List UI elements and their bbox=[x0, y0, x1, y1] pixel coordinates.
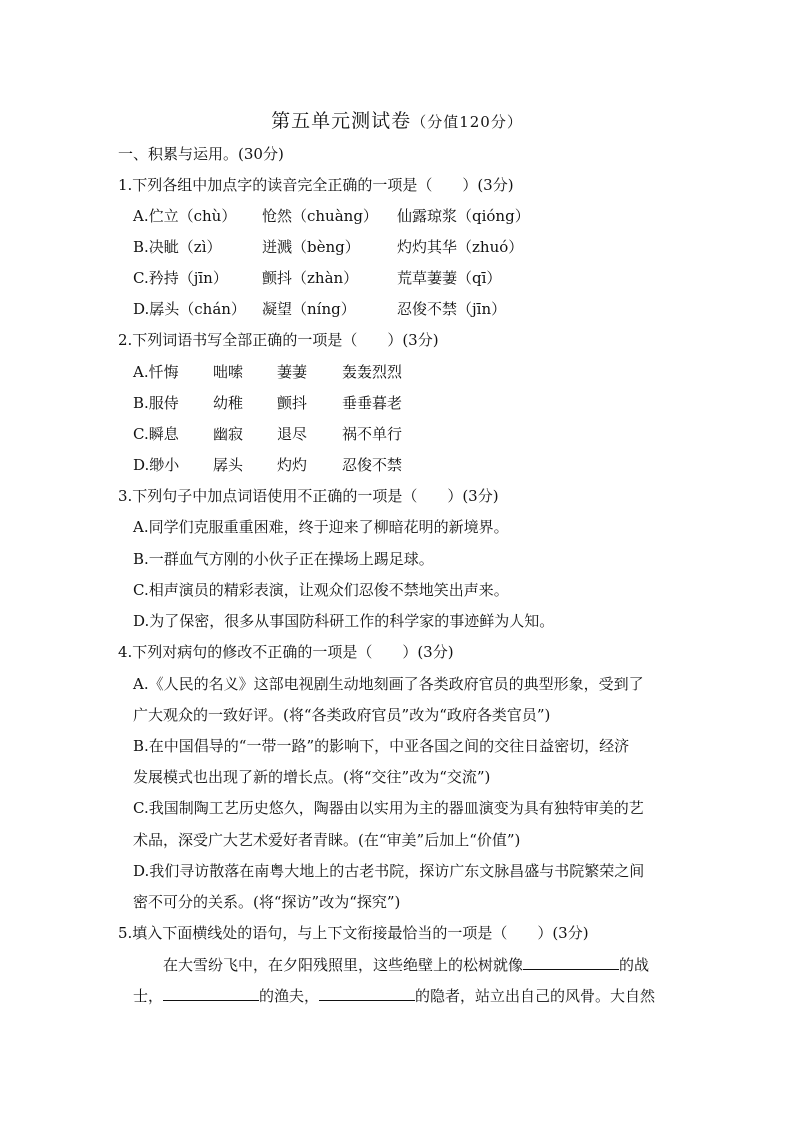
q2-option-b-4: 垂垂暮老 bbox=[342, 394, 403, 412]
q2-option-d-2: 孱头 bbox=[213, 456, 244, 474]
q1-option-b-1: B.决眦（zì） bbox=[133, 238, 222, 256]
q2-option-d-3: 灼灼 bbox=[277, 456, 308, 474]
title-main: 第五单元测试卷 bbox=[271, 110, 412, 132]
q4-line-7: D.我们寻访散落在南粤大地上的古老书院，探访广东文脉昌盛与书院繁荣之间 bbox=[133, 862, 645, 880]
q1-option-c-1: C.矜持（jīn） bbox=[133, 269, 228, 287]
q5-text-2a: 士， bbox=[133, 987, 164, 1005]
q3-option-d: D.为了保密，很多从事国防科研工作的科学家的事迹鲜为人知。 bbox=[133, 612, 555, 630]
q2-option-a-2: 咄嗦 bbox=[213, 363, 244, 381]
q1-option-b-2: 迸溅（bèng） bbox=[262, 238, 360, 256]
q1-option-d-2: 凝望（níng） bbox=[262, 300, 356, 318]
question-3-stem: 3.下列句子中加点词语使用不正确的一项是（ ）(3分) bbox=[118, 487, 499, 505]
q2-option-d-4: 忍俊不禁 bbox=[342, 456, 403, 474]
q1-option-a-1: A.伫立（chù） bbox=[133, 207, 237, 225]
q4-line-4: 发展模式也出现了新的增长点。(将“交往”改为“交流”) bbox=[133, 768, 491, 786]
q5-text-1b: 的战 bbox=[619, 956, 650, 974]
q2-option-c-4: 祸不单行 bbox=[342, 425, 403, 443]
q5-passage-line-2 bbox=[133, 985, 655, 1007]
q4-line-8: 密不可分的关系。(将“探访”改为“探究”) bbox=[133, 893, 401, 911]
q5-blank-1 bbox=[523, 955, 619, 970]
section-heading: 一、积累与运用。(30分) bbox=[118, 145, 284, 163]
q1-option-c-3: 荒草萋萋（qī） bbox=[397, 269, 502, 287]
q3-option-a: A.同学们克服重重困难，终于迎来了柳暗花明的新境界。 bbox=[133, 518, 509, 536]
q4-line-3: B.在中国倡导的“一带一路”的影响下，中亚各国之间的交往日益密切，经济 bbox=[133, 737, 630, 755]
q4-line-1: A.《人民的名义》这部电视剧生动地刻画了各类政府官员的典型形象，受到了 bbox=[133, 675, 644, 693]
q3-option-c: C.相声演员的精彩表演，让观众们忍俊不禁地笑出声来。 bbox=[133, 581, 509, 599]
q2-option-a-3: 萋萋 bbox=[277, 363, 308, 381]
q5-text-2b: 的渔夫， bbox=[259, 987, 320, 1005]
q5-passage-line-1 bbox=[163, 954, 649, 976]
q5-blank-2 bbox=[163, 986, 259, 1001]
q1-option-a-2: 怆然（chuàng） bbox=[262, 207, 378, 225]
q1-option-d-1: D.孱头（chán） bbox=[133, 300, 246, 318]
q5-blank-3 bbox=[319, 986, 415, 1001]
q2-option-b-1: B.服侍 bbox=[133, 394, 179, 412]
question-1-stem: 1.下列各组中加点字的读音完全正确的一项是（ ）(3分) bbox=[118, 176, 514, 194]
question-5-stem: 5.填入下面横线处的语句，与上下文衔接最恰当的一项是（ ）(3分) bbox=[118, 924, 589, 942]
q2-option-d-1: D.缈小 bbox=[133, 456, 180, 474]
q1-option-a-3: 仙露琼浆（qióng） bbox=[397, 207, 530, 225]
question-4-stem: 4.下列对病句的修改不正确的一项是（ ）(3分) bbox=[118, 643, 454, 661]
q5-text-2c: 的隐者，站立出自己的风骨。大自然 bbox=[415, 987, 656, 1005]
q1-option-b-3: 灼灼其华（zhuó） bbox=[397, 238, 524, 256]
q4-line-6: 术品，深受广大艺术爱好者青睐。(在“审美”后加上“价值”) bbox=[133, 831, 521, 849]
q2-option-b-2: 幼稚 bbox=[213, 394, 244, 412]
title-score: （分值120分） bbox=[411, 113, 523, 131]
q4-line-2: 广大观众的一致好评。(将“各类政府官员”改为“政府各类官员”) bbox=[133, 706, 551, 724]
q2-option-c-3: 退尽 bbox=[277, 425, 308, 443]
q2-option-a-4: 轰轰烈烈 bbox=[342, 363, 403, 381]
q1-option-d-3: 忍俊不禁（jīn） bbox=[397, 300, 507, 318]
q4-line-5: C.我国制陶工艺历史悠久，陶器由以实用为主的器皿演变为具有独特审美的艺 bbox=[133, 799, 644, 817]
q1-option-c-2: 颤抖（zhàn） bbox=[262, 269, 359, 287]
q2-option-a-1: A.忏悔 bbox=[133, 363, 179, 381]
question-2-stem: 2.下列词语书写全部正确的一项是（ ）(3分) bbox=[118, 331, 439, 349]
q2-option-c-1: C.瞬息 bbox=[133, 425, 179, 443]
q2-option-c-2: 幽寂 bbox=[213, 425, 244, 443]
q2-option-b-3: 颤抖 bbox=[277, 394, 308, 412]
q5-text-1a: 在大雪纷飞中，在夕阳残照里，这些绝壁上的松树就像 bbox=[163, 956, 524, 974]
q3-option-b: B.一群血气方刚的小伙子正在操场上踢足球。 bbox=[133, 550, 434, 568]
page-title bbox=[0, 106, 794, 133]
